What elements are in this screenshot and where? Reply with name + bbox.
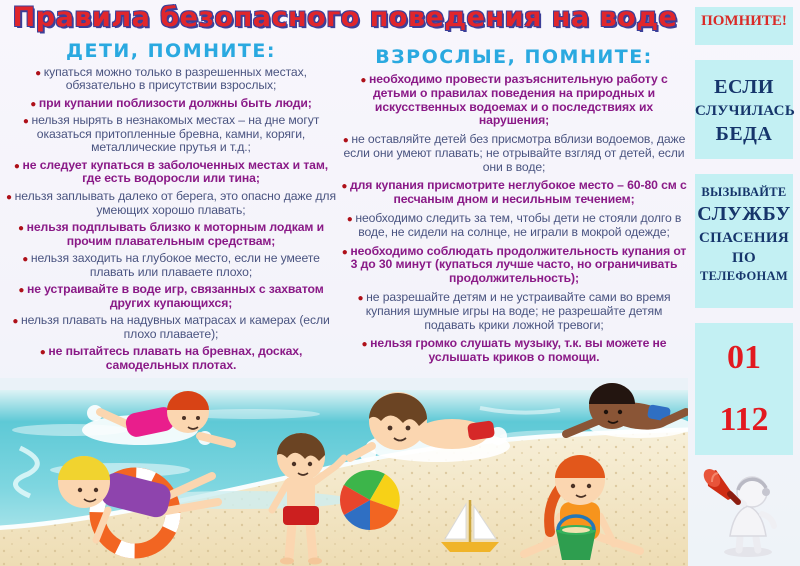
call-line: ПО: [732, 250, 756, 267]
call-line: СЛУЖБУ: [697, 202, 791, 225]
rule-item: ● нельзя нырять в незнакомых местах – на дне могут оказаться притопленные бревна, камни, коряги, металлические прутья и т.д.;: [6, 114, 336, 155]
trouble-line: ЕСЛИ: [714, 76, 774, 98]
phone-number-112: 112: [719, 401, 769, 438]
adults-heading: ВЗРОСЛЫЕ, ПОМНИТЕ:: [375, 46, 653, 68]
phone-numbers-box: [695, 323, 793, 455]
page-title: Правила безопасного поведения на воде: [12, 2, 678, 33]
rule-item: ● не следует купаться в заболоченных местах и там, где есть водоросли или тина;: [6, 159, 336, 187]
sky: [0, 378, 688, 392]
call-line: СПАСЕНИЯ: [699, 229, 789, 246]
rule-item: ● необходимо провести разъяснительную работу с детьми о правилах поведения на природных и искусственных водоемах и о последствиях их нарушения;: [340, 73, 688, 128]
trouble-box: [695, 60, 796, 159]
rule-item: ● не разрешайте детям и не устраивайте сами во время купания шумные игры на воде; не разрешайте детям подавать крики ложной тревоги;: [340, 291, 688, 332]
rule-item: ● купаться можно только в разрешенных местах, обязательно в присутствии взрослых;: [6, 66, 336, 94]
adults-rules-section: [340, 46, 688, 370]
remember-box: [695, 7, 793, 45]
rule-item: ● при купании поблизости должны быть люди;: [6, 97, 336, 111]
rule-item: ● необходимо соблюдать продолжительность купания от 3 до 30 минут (купаться лучше часто, но ограничивать продолжительность);: [340, 245, 688, 286]
trouble-line: СЛУЧИЛАСЬ: [695, 103, 796, 119]
rule-item: ● для купания присмотрите неглубокое место – 60-80 см с песчаным дном и несильным течением;: [340, 179, 688, 207]
rule-item: ● нельзя заплывать далеко от берега, это опасно даже для умеющих хорошо плавать;: [6, 190, 336, 218]
trouble-line: БЕДА: [715, 123, 773, 146]
rule-item: ● не оставляйте детей без присмотра вблизи водоемов, даже если они умеют плавать; не отрывайте взгляд от детей, если они в воде;: [340, 133, 688, 174]
beach-illustration: [0, 378, 688, 566]
emergency-sidebar: [688, 0, 800, 566]
children-heading: ДЕТИ, ПОМНИТЕ:: [66, 40, 276, 62]
beach-scene: [0, 378, 688, 566]
rule-item: ● нельзя подплывать близко к моторным лодкам и прочим плавательным средствам;: [6, 221, 336, 249]
rule-item: ● нельзя заходить на глубокое место, если не умеете плавать или плаваете плохо;: [6, 252, 336, 280]
children-rules-list: [6, 66, 336, 373]
rescue-megaphone-mascot: [700, 460, 790, 560]
call-line: ТЕЛЕФОНАМ: [699, 269, 789, 284]
call-line: ВЫЗЫВАЙТЕ: [701, 185, 787, 199]
call-rescue-box: [695, 174, 793, 308]
rule-item: ● нельзя громко слушать музыку, т.к. вы можете не услышать криков о помощи.: [340, 337, 688, 365]
children-rules-section: [6, 40, 336, 376]
rule-item: ● необходимо следить за тем, чтобы дети не стояли долго в воде, не сидели на солнце, не играли в мокрой одежде;: [340, 212, 688, 240]
remember-label: ПОМНИТЕ!: [701, 13, 787, 29]
megaphone-icon: [700, 466, 738, 502]
beach-ball: [340, 470, 400, 530]
rule-item: ● не пытайтесь плавать на бревнах, досках, самодельных плотах.: [6, 345, 336, 373]
rule-item: ● не устраивайте в воде игр, связанных с захватом других купающихся;: [6, 283, 336, 311]
phone-number-01: 01: [727, 339, 761, 376]
adults-rules-list: [340, 73, 688, 365]
rule-item: ● нельзя плавать на надувных матрасах и камерах (если плохо плаваете);: [6, 314, 336, 342]
mascot-body: [730, 506, 766, 536]
